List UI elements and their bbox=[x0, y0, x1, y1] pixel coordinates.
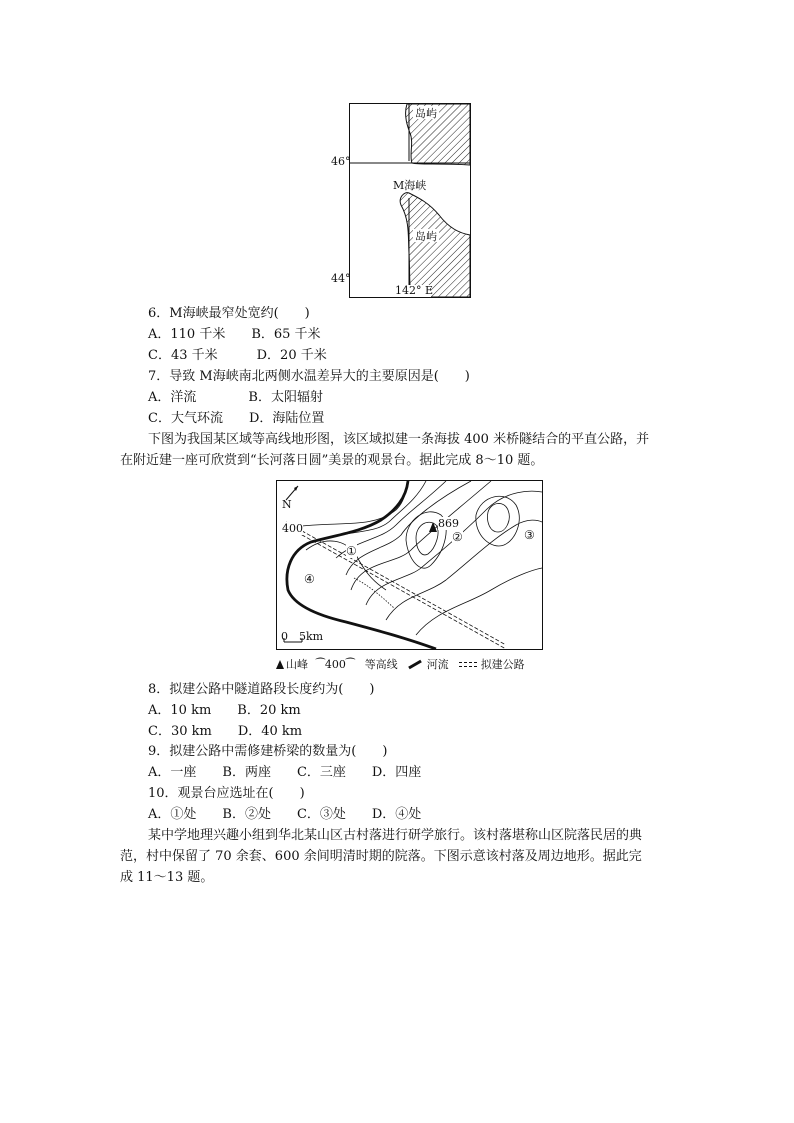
legend-contour: 等高线 bbox=[364, 658, 398, 671]
intro3-line2: 范，村中保留了 70 余套、600 余间明清时期的院落。下图示意该村落及周边地形。据此完 bbox=[120, 849, 642, 864]
contour-map-svg bbox=[276, 480, 543, 650]
q7-options-cd: C．大气环流 D．海陆位置 bbox=[148, 411, 325, 426]
legend-contour-value: 400 bbox=[324, 657, 346, 671]
scale-label: 0 5km bbox=[281, 630, 324, 643]
q9-stem: 9．拟建公路中需修建桥梁的数量为( ) bbox=[148, 744, 388, 759]
contour-map bbox=[276, 480, 543, 650]
intro3-line1: 某中学地理兴趣小组到华北某山区古村落进行研学旅行。该村落堪称山区院落民居的典 bbox=[148, 828, 643, 843]
intro3-line3: 成 11～13 题。 bbox=[120, 870, 214, 885]
legend-road: 拟建公路 bbox=[480, 658, 525, 671]
q10-options: A．①处 B．②处 C．③处 D．④处 bbox=[148, 807, 422, 822]
river-legend-icon bbox=[408, 659, 422, 669]
contour-legend-icon: ⁀ bbox=[316, 657, 325, 671]
intro2-line2: 在附近建一座可欣赏到“长河落日圆”美景的观景台。据此完成 8～10 题。 bbox=[120, 453, 544, 468]
island-bottom-label: 岛屿 bbox=[415, 230, 437, 243]
q10-stem: 10．观景台应选址在( ) bbox=[148, 786, 305, 801]
q6-options-ab: A．110 千米 B．65 千米 bbox=[148, 327, 321, 342]
lat-46-label: 46° bbox=[331, 155, 351, 168]
legend-peak: 山峰 bbox=[286, 658, 308, 671]
intro2-line1: 下图为我国某区域等高线地形图，该区域拟建一条海拔 400 米桥隧结合的平直公路，并 bbox=[148, 432, 650, 447]
q9-options: A．一座 B．两座 C．三座 D．四座 bbox=[148, 765, 422, 780]
site-1: ① bbox=[346, 544, 357, 558]
strait-map bbox=[331, 103, 471, 298]
north-label: N bbox=[282, 498, 292, 511]
lat-44-label: 44° bbox=[331, 272, 351, 285]
road-legend-icon bbox=[459, 662, 477, 667]
lon-142-label: 142° E bbox=[395, 284, 434, 297]
map-legend bbox=[276, 656, 525, 672]
contour-400-label: 400 bbox=[282, 522, 303, 535]
peak-legend-icon bbox=[276, 660, 284, 669]
q6-options-cd: C．43 千米 D．20 千米 bbox=[148, 348, 327, 363]
legend-river: 河流 bbox=[426, 658, 449, 671]
q8-options-ab: A．10 km B．20 km bbox=[148, 703, 301, 718]
site-3: ③ bbox=[524, 528, 535, 542]
contour-legend-tail: ⁀ bbox=[345, 657, 355, 671]
island-top-label: 岛屿 bbox=[415, 107, 437, 120]
q8-stem: 8．拟建公路中隧道路段长度约为( ) bbox=[148, 682, 375, 697]
q8-options-cd: C．30 km D．40 km bbox=[148, 724, 303, 739]
strait-label: M海峡 bbox=[393, 179, 427, 192]
q6-stem: 6．M海峡最窄处宽约( ) bbox=[148, 306, 310, 321]
strait-map-svg bbox=[349, 103, 471, 298]
site-2: ② bbox=[452, 530, 463, 544]
map-frame bbox=[277, 481, 543, 650]
q7-stem: 7．导致 M海峡南北两侧水温差异大的主要原因是( ) bbox=[148, 369, 470, 384]
q7-options-ab: A．洋流 B．太阳辐射 bbox=[148, 390, 323, 405]
site-4: ④ bbox=[304, 572, 315, 586]
peak-869-label: 869 bbox=[438, 517, 459, 530]
